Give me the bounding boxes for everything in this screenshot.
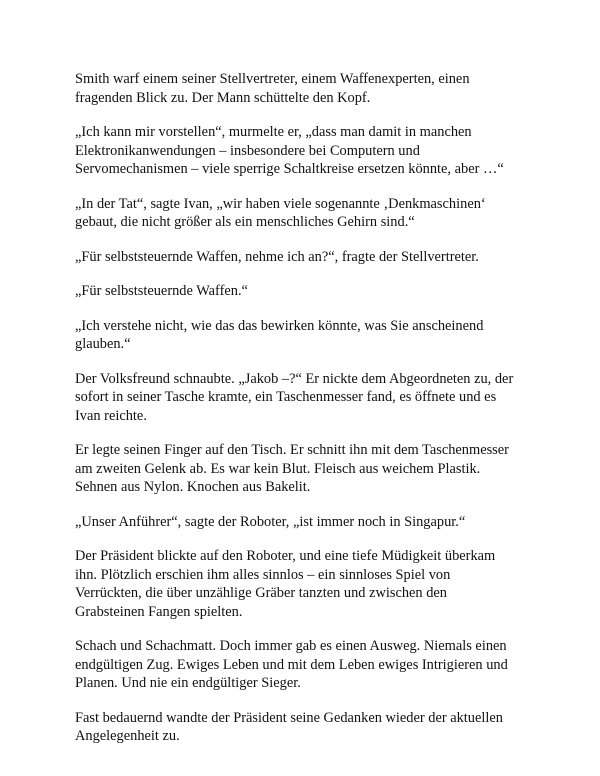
paragraph-12: Fast bedauernd wandte der Präsident seine Gedanken wieder der aktuellen Angelegenheit zu. (75, 709, 503, 744)
paragraph-1: Smith warf einem seiner Stellvertreter, einem Waffenexperten, einen fragenden Blick zu. Der Mann schüttelte den Kopf. (75, 71, 470, 106)
paragraph-5: „Für selbststeuernde Waffen.“ (75, 283, 248, 299)
paragraph-2: „Ich kann mir vorstellen“, murmelte er, „dass man damit in manchen Elektronikanwendungen – insbesondere bei Computern und Servomechanismen – viele sperrige Schaltkreise ersetzen könnte, aber …“ (75, 124, 504, 177)
paragraph-9: „Unser Anführer“, sagte der Roboter, „ist immer noch in Singapur.“ (75, 513, 466, 530)
paragraph-3: „In der Tat“, sagte Ivan, „wir haben viele sogenannte ‚Denkmaschinen‘ gebaut, die nicht größer als ein menschliches Gehirn sind.“ (75, 195, 486, 230)
paragraph-4: „Für selbststeuernde Waffen, nehme ich an?“, fragte der Stellvertreter. (75, 248, 479, 265)
paragraph-7: Der Volksfreund schnaubte. „Jakob –?“ Er nickte dem Abgeordneten zu, der sofort in seiner Tasche kramte, ein Taschenmesser fand, es öffnete und es Ivan reichte. (75, 370, 514, 424)
paragraph-10: Der Präsident blickte auf den Roboter, und eine tiefe Müdigkeit überkam ihn. Plötzlich erschien ihm alles sinnlos – ein sinnloses Spiel von Verrückten, die über unzählige Gräber tanzten und zwischen den Grabsteinen Fangen spielten. (75, 548, 496, 620)
paragraph-11: Schach und Schachmatt. Doch immer gab es einen Ausweg. Niemals einen endgültigen Zug. Ewiges Leben und mit dem Leben ewiges Intrigieren und Planen. Und nie ein endgültiger Sieger. (75, 638, 508, 691)
paragraph-6: „Ich verstehe nicht, wie das das bewirken könnte, was Sie anscheinend glauben.“ (75, 317, 484, 352)
paragraph-8: Er legte seinen Finger auf den Tisch. Er schnitt ihn mit dem Taschenmesser am zweiten Gelenk ab. Es war kein Blut. Fleisch aus weichem Plastik. Sehnen aus Nylon. Knochen aus Bakelit. (75, 442, 509, 495)
